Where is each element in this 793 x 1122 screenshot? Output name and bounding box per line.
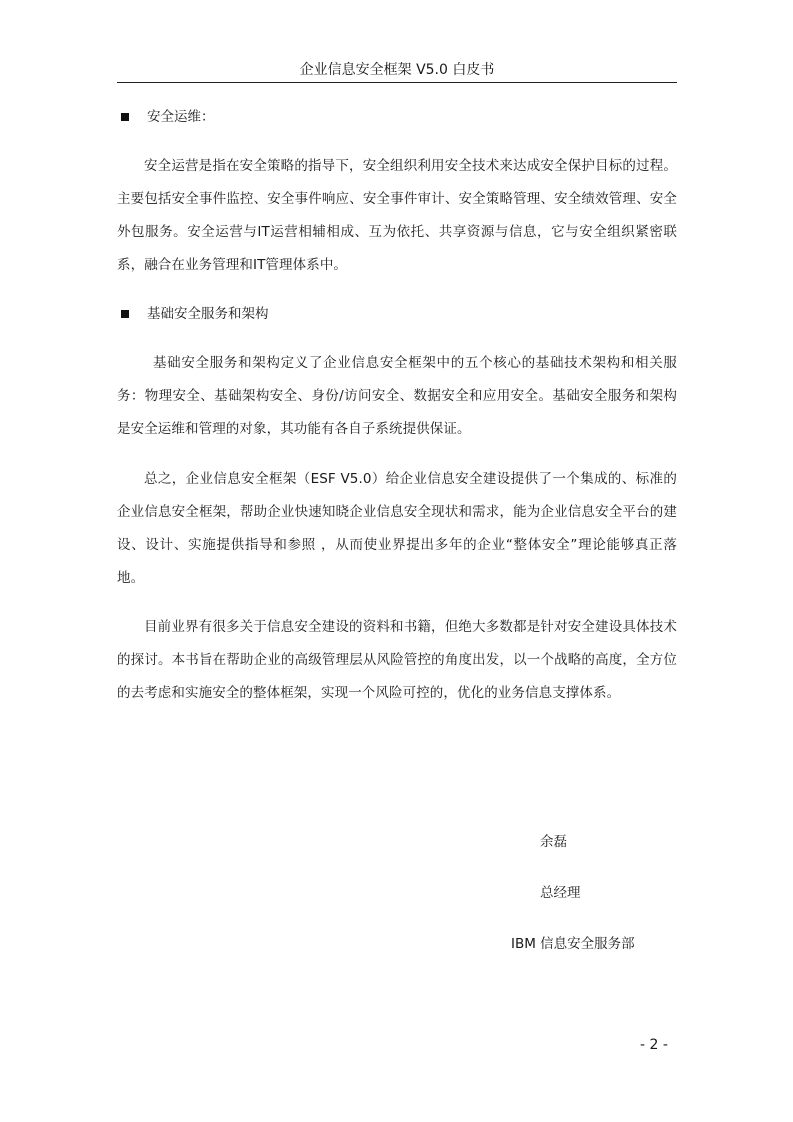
signature-name: 余磊 (540, 834, 567, 850)
section-heading-security-operations (121, 107, 215, 127)
square-bullet-icon (121, 113, 129, 121)
signature-position: 总经理 (540, 885, 581, 901)
page-number: - 2 - (640, 1037, 668, 1053)
closing-paragraph: 目前业界有很多关于信息安全建设的资料和书籍，但绝大多数都是针对安全建设具体技术的探讨。本书旨在帮助企业的高级管理层从风险管控的角度出发，以一个战略的高度，全方位的去考虑和实施安全的整体框架，实现一个风险可控的，优化的业务信息支撑体系。 (117, 619, 677, 701)
square-bullet-icon (121, 310, 129, 318)
section-heading-text: 基础安全服务和架构 (147, 306, 269, 322)
security-operations-paragraph: 安全运营是指在安全策略的指导下，安全组织利用安全技术来达成安全保护目标的过程。主要包括安全事件监控、安全事件响应、安全事件审计、安全策略管理、安全绩效管理、安全外包服务。安全运营与IT运营相辅相成、互为依托、共享资源与信息，它与安全组织紧密联系，融合在业务管理和IT管理体系中。 (117, 158, 677, 273)
section-heading-text: 安全运维： (147, 109, 215, 125)
signature-department: IBM 信息安全服务部 (511, 936, 635, 952)
basic-services-paragraph: 基础安全服务和架构定义了企业信息安全框架中的五个核心的基础技术架构和相关服务：物理安全、基础架构安全、身份/访问安全、数据安全和应用安全。基础安全服务和架构是安全运维和管理的对象，其功能有各自子系统提供保证。 (117, 355, 677, 437)
section-heading-basic-services (121, 304, 269, 324)
summary-paragraph: 总之，企业信息安全框架（ESF V5.0）给企业信息安全建设提供了一个集成的、标准的企业信息安全框架，帮助企业快速知晓企业信息安全现状和需求，能为企业信息安全平台的建设、设计、实施提供指导和参照 ，从而使业界提出多年的企业“整体安全”理论能够真正落地。 (117, 471, 677, 586)
header-divider (117, 82, 677, 83)
page-header-title: 企业信息安全框架 V5.0 白皮书 (299, 62, 495, 78)
